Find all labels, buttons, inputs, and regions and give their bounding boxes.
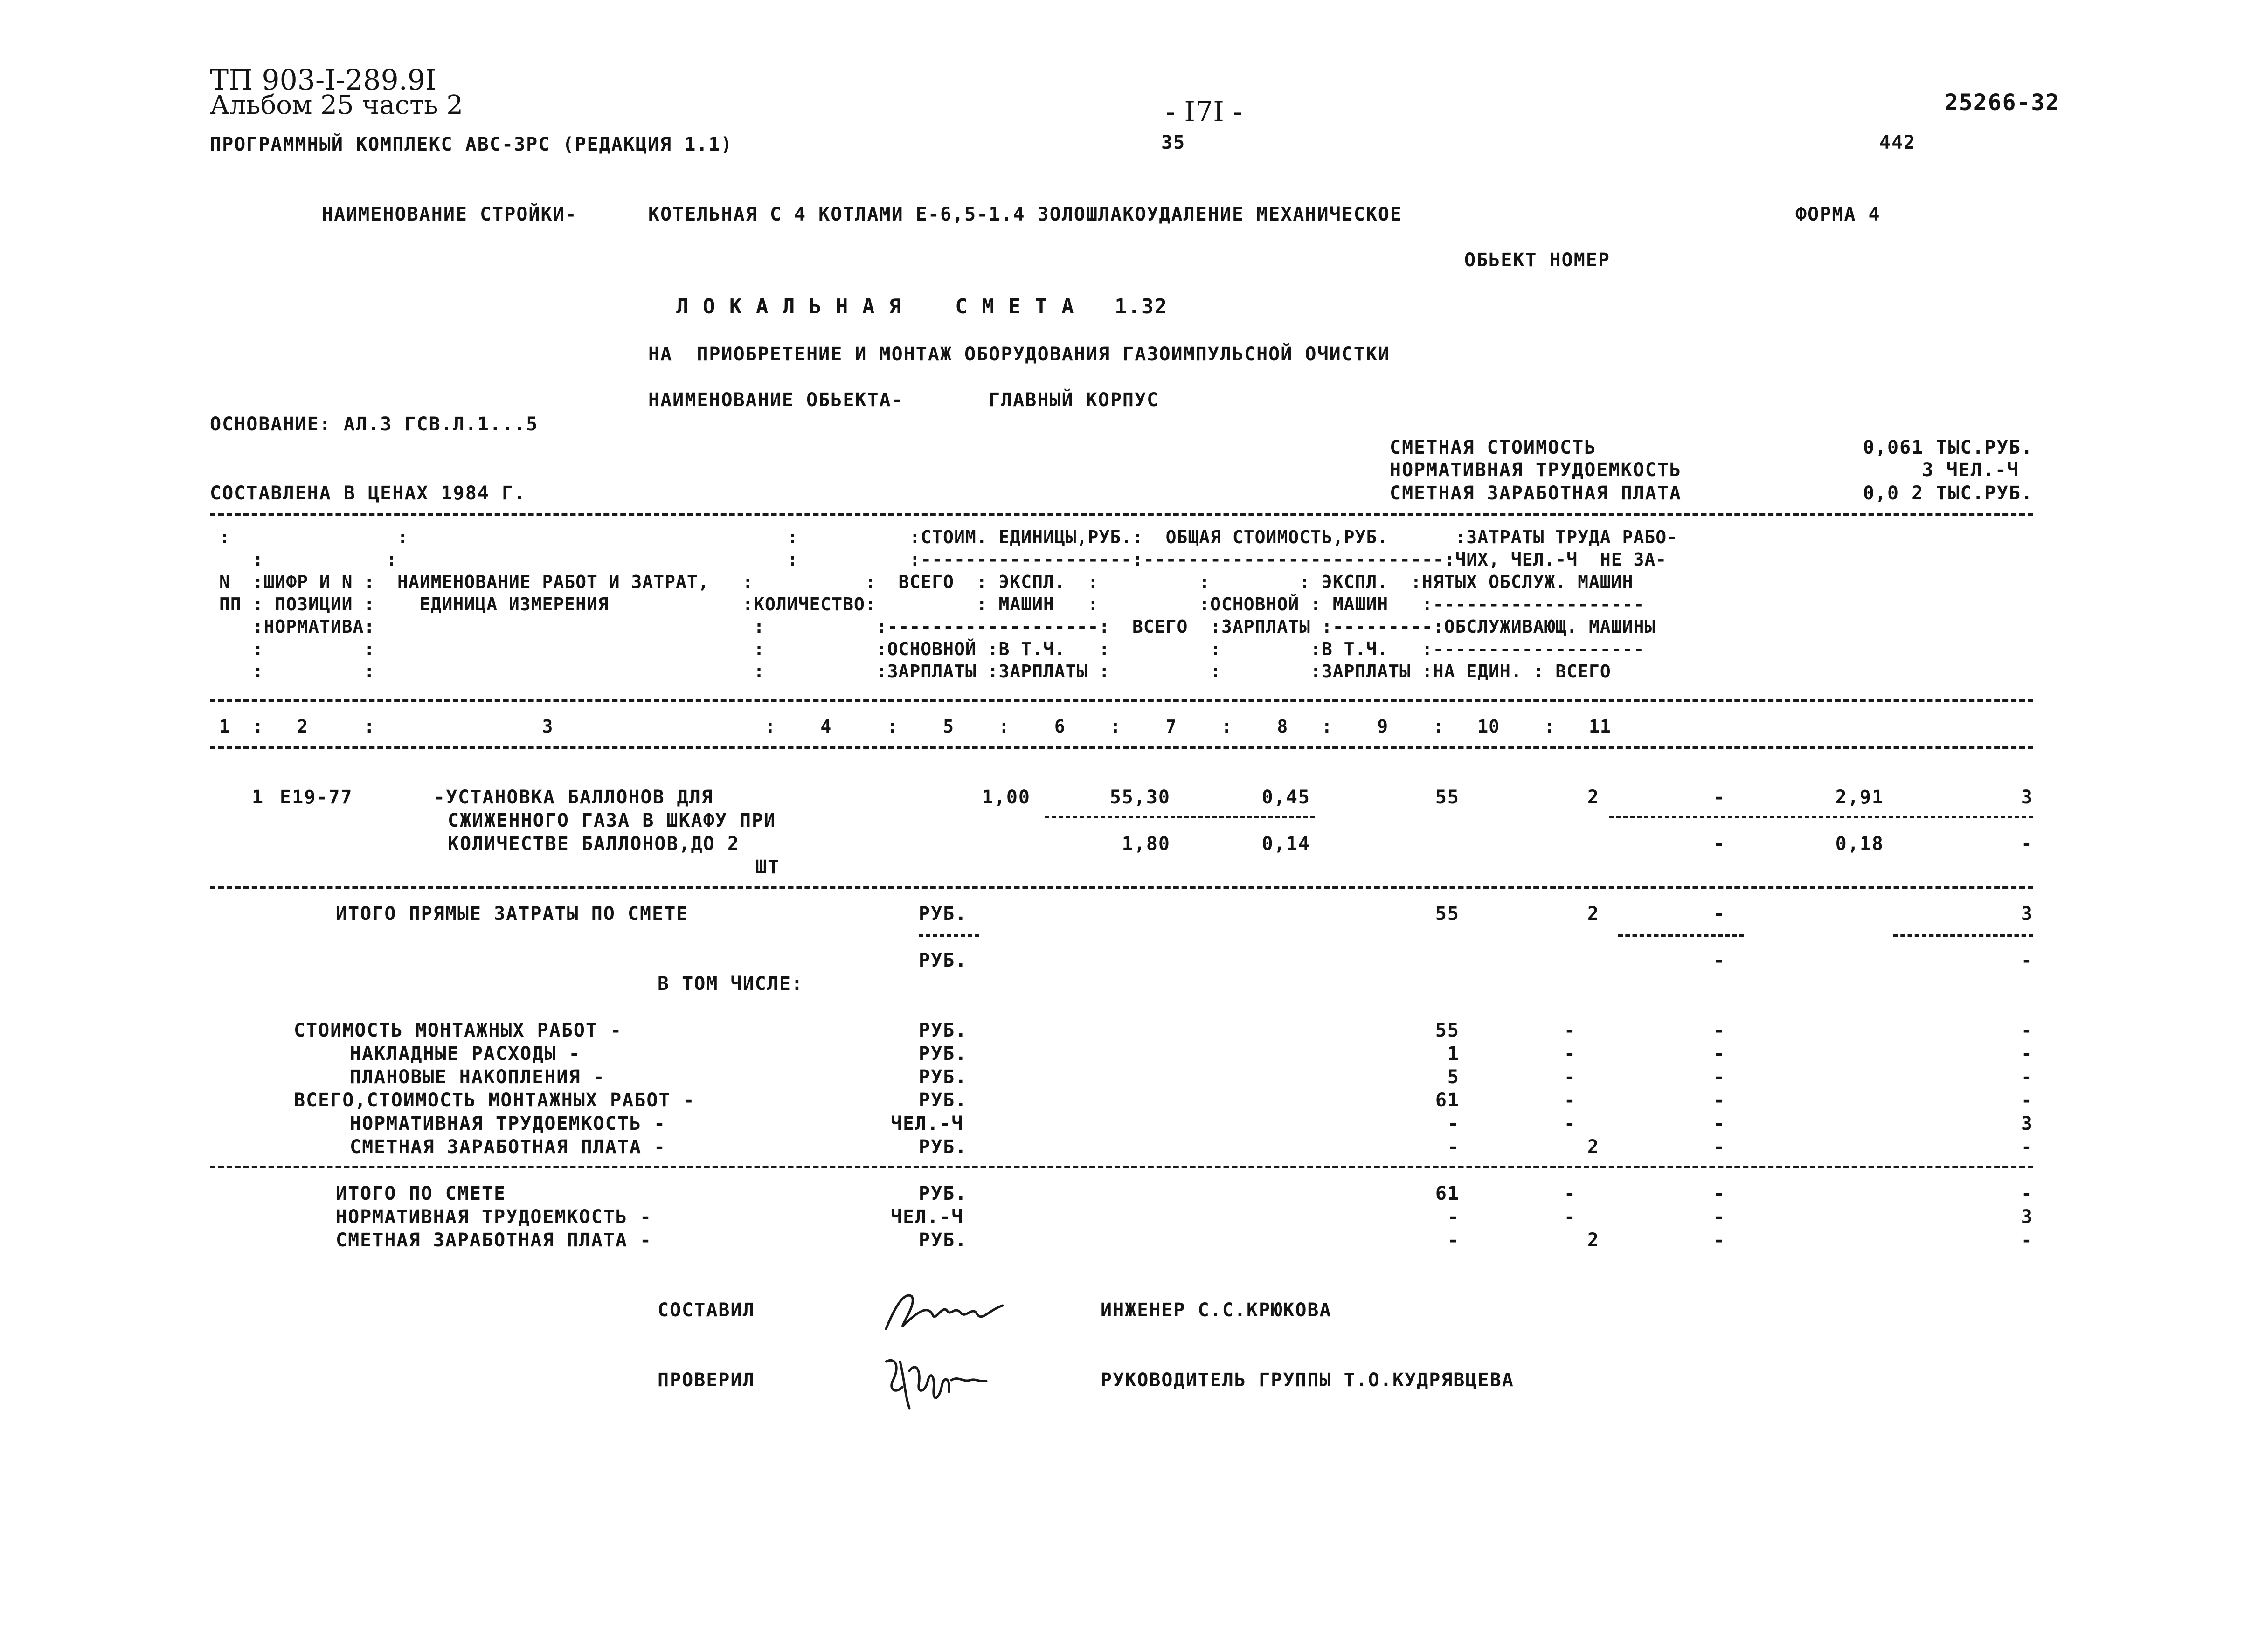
direct-costs-wages: 2 <box>1587 903 1600 925</box>
checked-signature <box>872 1343 993 1422</box>
direct-costs-total: 55 <box>1435 903 1460 925</box>
summary-label-labor: НОРМАТИВНАЯ ТРУДОЕМКОСТЬ <box>1390 459 1682 481</box>
object-name-label: НАИМЕНОВАНИЕ ОБЬЕКТА- <box>648 389 904 411</box>
breakdown-label: СМЕТНАЯ ЗАРАБОТНАЯ ПЛАТА - <box>350 1136 666 1158</box>
form-label: ФОРМА 4 <box>1795 204 1881 225</box>
construction-value: КОТЕЛЬНАЯ С 4 КОТЛАМИ Е-6,5-1.4 ЗОЛОШЛАКОУДАЛЕНИЕ МЕХАНИЧЕСКОЕ <box>648 204 1403 225</box>
table-header-line-6: : : : :ОСНОВНОЙ :В Т.Ч. : : :В Т.Ч. :------------------- <box>219 639 1645 659</box>
program-label: ПРОГРАММНЫЙ КОМПЛЕКС АВС-3РС (РЕДАКЦИЯ 1.1) <box>210 134 733 155</box>
column-numbers: 1 : 2 : 3 : 4 : 5 : 6 : 7 : 8 : 9 : 10 : 11 <box>219 716 1611 737</box>
breakdown-total: - <box>1447 1113 1460 1134</box>
row-total-machines: - <box>1713 787 1725 808</box>
object-name-value: ГЛАВНЫЙ КОРПУС <box>989 389 1159 411</box>
estimate-title: Л О К А Л Ь Н А Я С М Е Т А 1.32 <box>676 295 1168 318</box>
checked-by: РУКОВОДИТЕЛЬ ГРУППЫ Т.О.КУДРЯВЦЕВА <box>1101 1369 1514 1391</box>
right-number: 442 <box>1879 132 1916 153</box>
second-machines: - <box>1713 950 1725 971</box>
row-unit: ШТ <box>755 857 780 878</box>
summary-label-cost: СМЕТНАЯ СТОИМОСТЬ <box>1390 437 1597 458</box>
breakdown-total: - <box>1447 1136 1460 1158</box>
row-total-wages: 2 <box>1587 787 1600 808</box>
checked-label: ПРОВЕРИЛ <box>658 1369 755 1391</box>
breakdown-labor: - <box>2021 1136 2033 1158</box>
table-header-line-7: : : : :ЗАРПЛАТЫ :ЗАРПЛАТЫ : : :ЗАРПЛАТЫ :НА ЕДИН. : ВСЕГО <box>219 661 1611 682</box>
row-bottom-rule <box>210 886 2033 889</box>
final-label: СМЕТНАЯ ЗАРАБОТНАЯ ПЛАТА - <box>336 1230 652 1251</box>
second-unit: РУБ. <box>919 950 968 971</box>
breakdown-machines: - <box>1713 1090 1725 1111</box>
row-machine-wages: 0,14 <box>1261 833 1310 855</box>
summary-value-cost: 0,061 ТЫС.РУБ. <box>1863 437 2033 458</box>
final-total: - <box>1447 1230 1460 1251</box>
breakdown-label: НОРМАТИВНАЯ ТРУДОЕМКОСТЬ - <box>350 1113 666 1134</box>
row-subrule-right <box>1609 816 2033 818</box>
estimate-subtitle: НА ПРИОБРЕТЕНИЕ И МОНТАЖ ОБОРУДОВАНИЯ ГАЗОИМПУЛЬСНОЙ ОЧИСТКИ <box>648 344 1391 365</box>
table-header-line-4: ПП : ПОЗИЦИИ : ЕДИНИЦА ИЗМЕРЕНИЯ :КОЛИЧЕСТВО: : МАШИН : :ОСНОВНОЙ : МАШИН :------------------- <box>219 594 1645 615</box>
row-service-labor-unit: 0,18 <box>1835 833 1884 855</box>
breakdown-wages: - <box>1564 1113 1576 1134</box>
breakdown-machines: - <box>1713 1066 1725 1088</box>
breakdown-wages: - <box>1564 1020 1576 1041</box>
row-subrule-left <box>1045 816 1315 818</box>
final-wages: - <box>1564 1206 1576 1228</box>
breakdown-wages: - <box>1564 1043 1576 1064</box>
table-header-line-1: : : : :СТОИМ. ЕДИНИЦЫ,РУБ.: ОБЩАЯ СТОИМОСТЬ,РУБ. :ЗАТРАТЫ ТРУДА РАБО- <box>219 527 1678 547</box>
table-top-rule <box>210 513 2033 516</box>
breakdown-machines: - <box>1713 1136 1725 1158</box>
breakdown-unit: РУБ. <box>919 1136 968 1158</box>
breakdown-total: 5 <box>1447 1066 1460 1088</box>
final-machines: - <box>1713 1230 1725 1251</box>
final-wages: 2 <box>1587 1230 1600 1251</box>
labor-subrule <box>1893 934 2033 937</box>
breakdown-wages: 2 <box>1587 1136 1600 1158</box>
doc-code: ТП 903-I-289.9I <box>210 64 436 97</box>
breakdown-unit: РУБ. <box>919 1020 968 1041</box>
breakdown-labor: 3 <box>2021 1113 2033 1134</box>
compiled-label: СОСТАВИЛ <box>658 1299 755 1321</box>
column-numbers-rule <box>210 746 2033 749</box>
breakdown-total: 61 <box>1435 1090 1460 1111</box>
breakdown-machines: - <box>1713 1113 1725 1134</box>
final-labor: 3 <box>2021 1206 2033 1228</box>
machines-subrule <box>1618 934 1744 937</box>
compiled-by: ИНЖЕНЕР С.С.КРЮКОВА <box>1101 1299 1332 1321</box>
final-unit: ЧЕЛ.-Ч <box>891 1206 964 1228</box>
totals-rule <box>210 1166 2033 1168</box>
row-number: 1 <box>252 787 264 808</box>
sheet-number: 35 <box>1161 132 1186 153</box>
row-labor-total: 3 <box>2021 787 2033 808</box>
breakdown-total: 1 <box>1447 1043 1460 1064</box>
breakdown-unit: РУБ. <box>919 1066 968 1088</box>
album-label: Альбом 25 часть 2 <box>210 90 463 120</box>
construction-label: НАИМЕНОВАНИЕ СТРОЙКИ- <box>322 204 577 225</box>
row-quantity: 1,00 <box>982 787 1031 808</box>
summary-value-wages: 0,0 2 ТЫС.РУБ. <box>1863 483 2033 504</box>
final-labor: - <box>2021 1183 2033 1204</box>
row-labor-per-unit: 2,91 <box>1835 787 1884 808</box>
row-service-labor-total: - <box>2021 833 2033 855</box>
row-name-line-2: СЖИЖЕННОГО ГАЗА В ШКАФУ ПРИ <box>448 810 776 831</box>
breakdown-label: ПЛАНОВЫЕ НАКОПЛЕНИЯ - <box>350 1066 605 1088</box>
breakdown-unit: ЧЕЛ.-Ч <box>891 1113 964 1134</box>
summary-value-labor: 3 ЧЕЛ.-Ч <box>1922 459 2019 481</box>
table-header-line-5: :НОРМАТИВА: : :-------------------: ВСЕГО :ЗАРПЛАТЫ :---------:ОБСЛУЖИВАЮЩ. МАШИНЫ <box>219 616 1656 637</box>
final-machines: - <box>1713 1206 1725 1228</box>
inventory-number: 25266-32 <box>1945 90 2060 116</box>
row-unit-cost-total: 55,30 <box>1109 787 1171 808</box>
header-rule <box>210 699 2033 702</box>
direct-costs-unit: РУБ. <box>919 903 968 925</box>
breakdown-label: ВСЕГО,СТОИМОСТЬ МОНТАЖНЫХ РАБОТ - <box>294 1090 695 1111</box>
breakdown-wages: - <box>1564 1066 1576 1088</box>
direct-costs-labor: 3 <box>2021 903 2033 925</box>
breakdown-label: НАКЛАДНЫЕ РАСХОДЫ - <box>350 1043 581 1064</box>
breakdown-wages: - <box>1564 1090 1576 1111</box>
final-label: ИТОГО ПО СМЕТЕ <box>336 1183 506 1204</box>
row-name-line-3: КОЛИЧЕСТВЕ БАЛЛОНОВ,ДО 2 <box>448 833 740 855</box>
including-label: В ТОМ ЧИСЛЕ: <box>658 973 803 995</box>
row-total-cost: 55 <box>1435 787 1460 808</box>
final-machines: - <box>1713 1183 1725 1204</box>
table-header-line-2: : : : :-------------------:---------------------------:ЧИХ, ЧЕЛ.-Ч НЕ ЗА- <box>219 549 1667 570</box>
breakdown-total: 55 <box>1435 1020 1460 1041</box>
final-label: НОРМАТИВНАЯ ТРУДОЕМКОСТЬ - <box>336 1206 652 1228</box>
direct-costs-machines: - <box>1713 903 1725 925</box>
basis-text: ОСНОВАНИЕ: АЛ.3 ГСВ.Л.1...5 <box>210 414 539 435</box>
second-labor: - <box>2021 950 2033 971</box>
breakdown-label: СТОИМОСТЬ МОНТАЖНЫХ РАБОТ - <box>294 1020 623 1041</box>
row-code: Е19-77 <box>280 787 353 808</box>
breakdown-labor: - <box>2021 1043 2033 1064</box>
final-labor: - <box>2021 1230 2033 1251</box>
row-total-machine-wages: - <box>1713 833 1725 855</box>
final-wages: - <box>1564 1183 1576 1204</box>
final-unit: РУБ. <box>919 1183 968 1204</box>
compiled-signature <box>877 1278 1017 1343</box>
row-unit-cost-machines: 0,45 <box>1261 787 1310 808</box>
breakdown-machines: - <box>1713 1043 1725 1064</box>
final-total: 61 <box>1435 1183 1460 1204</box>
table-header-line-3: N :ШИФР И N : НАИМЕНОВАНИЕ РАБОТ И ЗАТРАТ, : : ВСЕГО : ЭКСПЛ. : : : ЭКСПЛ. :НЯТЫХ ОБСЛУЖ. МАШИН <box>219 572 1634 592</box>
summary-label-wages: СМЕТНАЯ ЗАРАБОТНАЯ ПЛАТА <box>1390 483 1682 504</box>
unit-subrule <box>919 934 979 937</box>
final-total: - <box>1447 1206 1460 1228</box>
breakdown-labor: - <box>2021 1090 2033 1111</box>
row-name-line-1: -УСТАНОВКА БАЛЛОНОВ ДЛЯ <box>434 787 713 808</box>
breakdown-unit: РУБ. <box>919 1043 968 1064</box>
object-number-label: ОБЬЕКТ НОМЕР <box>1464 249 1610 271</box>
prices-label: СОСТАВЛЕНА В ЦЕНАХ 1984 Г. <box>210 483 526 504</box>
final-unit: РУБ. <box>919 1230 968 1251</box>
row-base-wages: 1,80 <box>1122 833 1171 855</box>
breakdown-unit: РУБ. <box>919 1090 968 1111</box>
page-number: - I7I - <box>1166 96 1243 128</box>
breakdown-machines: - <box>1713 1020 1725 1041</box>
breakdown-labor: - <box>2021 1066 2033 1088</box>
direct-costs-label: ИТОГО ПРЯМЫЕ ЗАТРАТЫ ПО СМЕТЕ <box>336 903 689 925</box>
breakdown-labor: - <box>2021 1020 2033 1041</box>
